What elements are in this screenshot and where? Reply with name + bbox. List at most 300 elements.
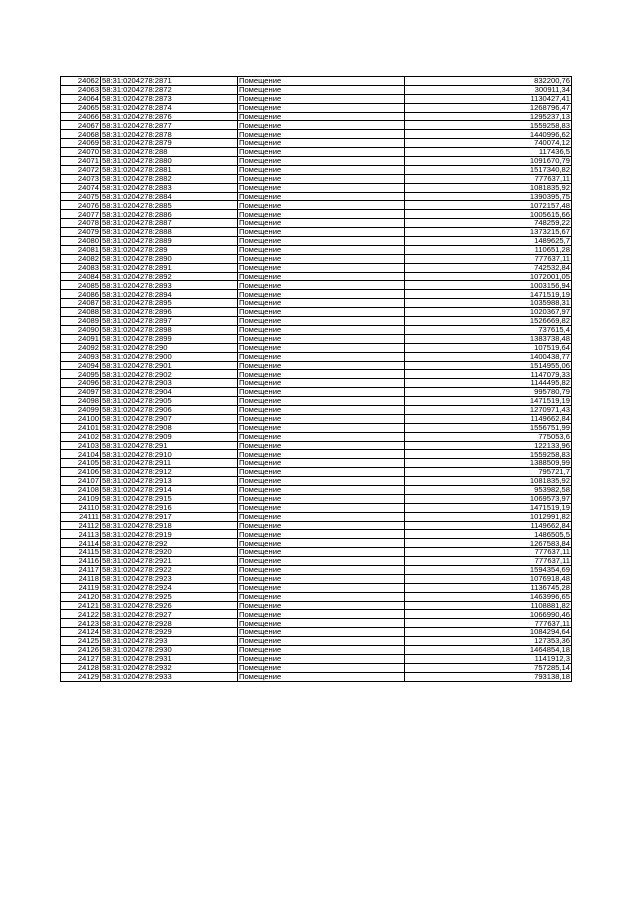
object-type-cell: Помещение <box>238 94 405 103</box>
value-cell: 1012991,82 <box>405 512 572 521</box>
row-number-cell: 24089 <box>61 317 101 326</box>
object-type-cell: Помещение <box>238 628 405 637</box>
table-row <box>61 245 572 254</box>
cadastral-number-cell: 58:31:0204278:2902 <box>101 370 238 379</box>
value-cell: 775053,6 <box>405 432 572 441</box>
value-cell: 1084294,64 <box>405 628 572 637</box>
row-number-cell: 24071 <box>61 157 101 166</box>
value-cell: 1076918,48 <box>405 574 572 583</box>
cadastral-number-cell: 58:31:0204278:2926 <box>101 601 238 610</box>
table-row <box>61 637 572 646</box>
cadastral-number-cell: 58:31:0204278:2924 <box>101 583 238 592</box>
row-number-cell: 24120 <box>61 592 101 601</box>
cadastral-number-cell: 58:31:0204278:2928 <box>101 619 238 628</box>
table-body <box>61 77 572 682</box>
value-cell: 1270971,43 <box>405 405 572 414</box>
table-row <box>61 672 572 681</box>
object-type-cell: Помещение <box>238 317 405 326</box>
cadastral-number-cell: 58:31:0204278:2925 <box>101 592 238 601</box>
table-row <box>61 548 572 557</box>
row-number-cell: 24111 <box>61 512 101 521</box>
row-number-cell: 24083 <box>61 263 101 272</box>
object-type-cell: Помещение <box>238 441 405 450</box>
row-number-cell: 24122 <box>61 610 101 619</box>
object-type-cell: Помещение <box>238 646 405 655</box>
value-cell: 1149662,84 <box>405 521 572 530</box>
cadastral-number-cell: 58:31:0204278:2912 <box>101 468 238 477</box>
cadastral-number-cell: 58:31:0204278:2873 <box>101 94 238 103</box>
cadastral-number-cell: 58:31:0204278:2891 <box>101 263 238 272</box>
cadastral-number-cell: 58:31:0204278:291 <box>101 441 238 450</box>
value-cell: 1081835,92 <box>405 477 572 486</box>
row-number-cell: 24115 <box>61 548 101 557</box>
cadastral-number-cell: 58:31:0204278:2904 <box>101 388 238 397</box>
cadastral-number-cell: 58:31:0204278:2895 <box>101 299 238 308</box>
object-type-cell: Помещение <box>238 281 405 290</box>
row-number-cell: 24119 <box>61 583 101 592</box>
value-cell: 795721,7 <box>405 468 572 477</box>
object-type-cell: Помещение <box>238 201 405 210</box>
object-type-cell: Помещение <box>238 174 405 183</box>
cadastral-number-cell: 58:31:0204278:288 <box>101 148 238 157</box>
row-number-cell: 24100 <box>61 414 101 423</box>
cadastral-number-cell: 58:31:0204278:2894 <box>101 290 238 299</box>
value-cell: 1514955,06 <box>405 361 572 370</box>
cadastral-number-cell: 58:31:0204278:2920 <box>101 548 238 557</box>
object-type-cell: Помещение <box>238 619 405 628</box>
table-row <box>61 228 572 237</box>
cadastral-number-cell: 58:31:0204278:2903 <box>101 379 238 388</box>
row-number-cell: 24069 <box>61 139 101 148</box>
cadastral-number-cell: 58:31:0204278:2874 <box>101 103 238 112</box>
value-cell: 1400438,77 <box>405 352 572 361</box>
row-number-cell: 24095 <box>61 370 101 379</box>
row-number-cell: 24062 <box>61 77 101 86</box>
row-number-cell: 24117 <box>61 565 101 574</box>
value-cell: 748259,22 <box>405 219 572 228</box>
value-cell: 1141912,3 <box>405 654 572 663</box>
row-number-cell: 24102 <box>61 432 101 441</box>
row-number-cell: 24077 <box>61 210 101 219</box>
row-number-cell: 24104 <box>61 450 101 459</box>
value-cell: 1108881,82 <box>405 601 572 610</box>
value-cell: 110651,28 <box>405 245 572 254</box>
cadastral-number-cell: 58:31:0204278:2922 <box>101 565 238 574</box>
table-row <box>61 610 572 619</box>
table-row <box>61 183 572 192</box>
object-type-cell: Помещение <box>238 672 405 681</box>
row-number-cell: 24127 <box>61 654 101 663</box>
object-type-cell: Помещение <box>238 477 405 486</box>
table-row <box>61 592 572 601</box>
cadastral-number-cell: 58:31:0204278:2886 <box>101 210 238 219</box>
row-number-cell: 24063 <box>61 85 101 94</box>
table-row <box>61 157 572 166</box>
cadastral-number-cell: 58:31:0204278:2919 <box>101 530 238 539</box>
value-cell: 1144495,82 <box>405 379 572 388</box>
table-row <box>61 201 572 210</box>
table-row <box>61 397 572 406</box>
table-row <box>61 503 572 512</box>
table-row <box>61 485 572 494</box>
object-type-cell: Помещение <box>238 432 405 441</box>
table-row <box>61 308 572 317</box>
cadastral-number-cell: 58:31:0204278:2908 <box>101 423 238 432</box>
table-row <box>61 343 572 352</box>
value-cell: 777637,11 <box>405 254 572 263</box>
cadastral-number-cell: 58:31:0204278:2880 <box>101 157 238 166</box>
row-number-cell: 24110 <box>61 503 101 512</box>
row-number-cell: 24129 <box>61 672 101 681</box>
object-type-cell: Помещение <box>238 548 405 557</box>
value-cell: 1486505,5 <box>405 530 572 539</box>
value-cell: 832200,76 <box>405 77 572 86</box>
value-cell: 1463996,65 <box>405 592 572 601</box>
object-type-cell: Помещение <box>238 370 405 379</box>
table-row <box>61 219 572 228</box>
table-row <box>61 112 572 121</box>
value-cell: 122133,96 <box>405 441 572 450</box>
table-row <box>61 663 572 672</box>
row-number-cell: 24073 <box>61 174 101 183</box>
table-row <box>61 441 572 450</box>
object-type-cell: Помещение <box>238 450 405 459</box>
row-number-cell: 24090 <box>61 325 101 334</box>
row-number-cell: 24084 <box>61 272 101 281</box>
table-row <box>61 477 572 486</box>
row-number-cell: 24099 <box>61 405 101 414</box>
value-cell: 953982,58 <box>405 485 572 494</box>
cadastral-number-cell: 58:31:0204278:2884 <box>101 192 238 201</box>
table-row <box>61 174 572 183</box>
row-number-cell: 24065 <box>61 103 101 112</box>
table-row <box>61 432 572 441</box>
value-cell: 1149662,84 <box>405 414 572 423</box>
object-type-cell: Помещение <box>238 130 405 139</box>
table-row <box>61 361 572 370</box>
table-row <box>61 583 572 592</box>
object-type-cell: Помещение <box>238 157 405 166</box>
table-row <box>61 619 572 628</box>
value-cell: 1147079,33 <box>405 370 572 379</box>
cadastral-number-cell: 58:31:0204278:2901 <box>101 361 238 370</box>
value-cell: 117436,5 <box>405 148 572 157</box>
value-cell: 737615,4 <box>405 325 572 334</box>
value-cell: 1464854,18 <box>405 646 572 655</box>
value-cell: 1440996,62 <box>405 130 572 139</box>
object-type-cell: Помещение <box>238 165 405 174</box>
table-row <box>61 494 572 503</box>
cadastral-number-cell: 58:31:0204278:2923 <box>101 574 238 583</box>
row-number-cell: 24079 <box>61 228 101 237</box>
value-cell: 1072157,48 <box>405 201 572 210</box>
object-type-cell: Помещение <box>238 379 405 388</box>
object-type-cell: Помещение <box>238 272 405 281</box>
object-type-cell: Помещение <box>238 397 405 406</box>
value-cell: 1091670,79 <box>405 157 572 166</box>
cadastral-number-cell: 58:31:0204278:2921 <box>101 557 238 566</box>
cadastral-number-cell: 58:31:0204278:2878 <box>101 130 238 139</box>
object-type-cell: Помещение <box>238 654 405 663</box>
cadastral-number-cell: 58:31:0204278:2906 <box>101 405 238 414</box>
object-type-cell: Помещение <box>238 637 405 646</box>
table-row <box>61 628 572 637</box>
table-row <box>61 601 572 610</box>
cadastral-number-cell: 58:31:0204278:2927 <box>101 610 238 619</box>
value-cell: 1081835,92 <box>405 183 572 192</box>
row-number-cell: 24081 <box>61 245 101 254</box>
value-cell: 1517340,82 <box>405 165 572 174</box>
row-number-cell: 24088 <box>61 308 101 317</box>
value-cell: 1390395,75 <box>405 192 572 201</box>
object-type-cell: Помещение <box>238 183 405 192</box>
value-cell: 740074,12 <box>405 139 572 148</box>
cadastral-number-cell: 58:31:0204278:2909 <box>101 432 238 441</box>
object-type-cell: Помещение <box>238 601 405 610</box>
value-cell: 995780,79 <box>405 388 572 397</box>
table-row <box>61 557 572 566</box>
table-row <box>61 237 572 246</box>
table-row <box>61 121 572 130</box>
cadastral-number-cell: 58:31:0204278:2916 <box>101 503 238 512</box>
table-row <box>61 281 572 290</box>
value-cell: 1268796,47 <box>405 103 572 112</box>
table-row <box>61 139 572 148</box>
row-number-cell: 24086 <box>61 290 101 299</box>
cadastral-number-cell: 58:31:0204278:2911 <box>101 459 238 468</box>
row-number-cell: 24082 <box>61 254 101 263</box>
row-number-cell: 24107 <box>61 477 101 486</box>
cadastral-number-cell: 58:31:0204278:2918 <box>101 521 238 530</box>
value-cell: 1559258,83 <box>405 450 572 459</box>
row-number-cell: 24114 <box>61 539 101 548</box>
cadastral-number-cell: 58:31:0204278:2897 <box>101 317 238 326</box>
table-row <box>61 459 572 468</box>
object-type-cell: Помещение <box>238 343 405 352</box>
table-row <box>61 539 572 548</box>
row-number-cell: 24108 <box>61 485 101 494</box>
cadastral-number-cell: 58:31:0204278:2910 <box>101 450 238 459</box>
object-type-cell: Помещение <box>238 583 405 592</box>
row-number-cell: 24121 <box>61 601 101 610</box>
value-cell: 1559258,83 <box>405 121 572 130</box>
cadastral-number-cell: 58:31:0204278:2887 <box>101 219 238 228</box>
object-type-cell: Помещение <box>238 557 405 566</box>
value-cell: 1594354,69 <box>405 565 572 574</box>
row-number-cell: 24080 <box>61 237 101 246</box>
row-number-cell: 24116 <box>61 557 101 566</box>
cadastral-number-cell: 58:31:0204278:2882 <box>101 174 238 183</box>
row-number-cell: 24124 <box>61 628 101 637</box>
cadastral-number-cell: 58:31:0204278:2872 <box>101 85 238 94</box>
table-row <box>61 654 572 663</box>
table-row <box>61 263 572 272</box>
row-number-cell: 24103 <box>61 441 101 450</box>
table-row <box>61 379 572 388</box>
object-type-cell: Помещение <box>238 103 405 112</box>
table-row <box>61 77 572 86</box>
cadastral-number-cell: 58:31:0204278:2917 <box>101 512 238 521</box>
value-cell: 1003156,94 <box>405 281 572 290</box>
row-number-cell: 24067 <box>61 121 101 130</box>
object-type-cell: Помещение <box>238 565 405 574</box>
table-row <box>61 103 572 112</box>
row-number-cell: 24126 <box>61 646 101 655</box>
cadastral-number-cell: 58:31:0204278:2933 <box>101 672 238 681</box>
value-cell: 757285,14 <box>405 663 572 672</box>
value-cell: 777637,11 <box>405 548 572 557</box>
object-type-cell: Помещение <box>238 512 405 521</box>
cadastral-number-cell: 58:31:0204278:2892 <box>101 272 238 281</box>
row-number-cell: 24097 <box>61 388 101 397</box>
object-type-cell: Помещение <box>238 574 405 583</box>
row-number-cell: 24101 <box>61 423 101 432</box>
value-cell: 1069573,97 <box>405 494 572 503</box>
table-row <box>61 85 572 94</box>
cadastral-number-cell: 58:31:0204278:2888 <box>101 228 238 237</box>
object-type-cell: Помещение <box>238 414 405 423</box>
table-row <box>61 254 572 263</box>
object-type-cell: Помещение <box>238 85 405 94</box>
row-number-cell: 24125 <box>61 637 101 646</box>
row-number-cell: 24098 <box>61 397 101 406</box>
object-type-cell: Помещение <box>238 148 405 157</box>
value-cell: 107519,64 <box>405 343 572 352</box>
table-row <box>61 317 572 326</box>
cadastral-number-cell: 58:31:0204278:2931 <box>101 654 238 663</box>
object-type-cell: Помещение <box>238 192 405 201</box>
row-number-cell: 24109 <box>61 494 101 503</box>
object-type-cell: Помещение <box>238 592 405 601</box>
value-cell: 1471519,19 <box>405 503 572 512</box>
table-row <box>61 334 572 343</box>
object-type-cell: Помещение <box>238 352 405 361</box>
cadastral-number-cell: 58:31:0204278:2885 <box>101 201 238 210</box>
object-type-cell: Помещение <box>238 219 405 228</box>
object-type-cell: Помещение <box>238 263 405 272</box>
object-type-cell: Помещение <box>238 468 405 477</box>
value-cell: 1066990,46 <box>405 610 572 619</box>
table-row <box>61 272 572 281</box>
object-type-cell: Помещение <box>238 388 405 397</box>
table-row <box>61 388 572 397</box>
row-number-cell: 24094 <box>61 361 101 370</box>
row-number-cell: 24068 <box>61 130 101 139</box>
object-type-cell: Помещение <box>238 494 405 503</box>
cadastral-number-cell: 58:31:0204278:2932 <box>101 663 238 672</box>
table-row <box>61 565 572 574</box>
object-type-cell: Помещение <box>238 530 405 539</box>
value-cell: 300911,34 <box>405 85 572 94</box>
table-row <box>61 370 572 379</box>
cadastral-number-cell: 58:31:0204278:2893 <box>101 281 238 290</box>
table-row <box>61 450 572 459</box>
object-type-cell: Помещение <box>238 610 405 619</box>
value-cell: 1489625,7 <box>405 237 572 246</box>
row-number-cell: 24087 <box>61 299 101 308</box>
row-number-cell: 24113 <box>61 530 101 539</box>
cadastral-number-cell: 58:31:0204278:292 <box>101 539 238 548</box>
table-row <box>61 325 572 334</box>
cadastral-number-cell: 58:31:0204278:2898 <box>101 325 238 334</box>
cadastral-number-cell: 58:31:0204278:2877 <box>101 121 238 130</box>
cadastral-number-cell: 58:31:0204278:2871 <box>101 77 238 86</box>
value-cell: 1388509,99 <box>405 459 572 468</box>
value-cell: 1471519,19 <box>405 397 572 406</box>
value-cell: 793138,18 <box>405 672 572 681</box>
cadastral-number-cell: 58:31:0204278:2890 <box>101 254 238 263</box>
object-type-cell: Помещение <box>238 334 405 343</box>
value-cell: 1005615,66 <box>405 210 572 219</box>
row-number-cell: 24112 <box>61 521 101 530</box>
value-cell: 127353,36 <box>405 637 572 646</box>
table-row <box>61 512 572 521</box>
row-number-cell: 24074 <box>61 183 101 192</box>
row-number-cell: 24128 <box>61 663 101 672</box>
object-type-cell: Помещение <box>238 139 405 148</box>
value-cell: 1035988,31 <box>405 299 572 308</box>
row-number-cell: 24072 <box>61 165 101 174</box>
row-number-cell: 24075 <box>61 192 101 201</box>
object-type-cell: Помещение <box>238 290 405 299</box>
table-row <box>61 530 572 539</box>
cadastral-number-cell: 58:31:0204278:2879 <box>101 139 238 148</box>
cadastral-number-cell: 58:31:0204278:2905 <box>101 397 238 406</box>
cadastral-number-cell: 58:31:0204278:2929 <box>101 628 238 637</box>
cadastral-number-cell: 58:31:0204278:2881 <box>101 165 238 174</box>
value-cell: 777637,11 <box>405 557 572 566</box>
row-number-cell: 24076 <box>61 201 101 210</box>
object-type-cell: Помещение <box>238 299 405 308</box>
object-type-cell: Помещение <box>238 77 405 86</box>
table-row <box>61 299 572 308</box>
value-cell: 1020367,97 <box>405 308 572 317</box>
value-cell: 1136745,28 <box>405 583 572 592</box>
object-type-cell: Помещение <box>238 423 405 432</box>
row-number-cell: 24093 <box>61 352 101 361</box>
value-cell: 777637,11 <box>405 174 572 183</box>
cadastral-number-cell: 58:31:0204278:2914 <box>101 485 238 494</box>
object-type-cell: Помещение <box>238 112 405 121</box>
cadastral-number-cell: 58:31:0204278:2896 <box>101 308 238 317</box>
table-row <box>61 574 572 583</box>
value-cell: 1267583,84 <box>405 539 572 548</box>
table-row <box>61 210 572 219</box>
table-row <box>61 646 572 655</box>
table-row <box>61 94 572 103</box>
row-number-cell: 24106 <box>61 468 101 477</box>
object-type-cell: Помещение <box>238 308 405 317</box>
cadastral-number-cell: 58:31:0204278:2900 <box>101 352 238 361</box>
value-cell: 1526669,82 <box>405 317 572 326</box>
cadastral-number-cell: 58:31:0204278:290 <box>101 343 238 352</box>
object-type-cell: Помещение <box>238 539 405 548</box>
object-type-cell: Помещение <box>238 485 405 494</box>
table-row <box>61 148 572 157</box>
object-type-cell: Помещение <box>238 361 405 370</box>
cadastral-number-cell: 58:31:0204278:2899 <box>101 334 238 343</box>
object-type-cell: Помещение <box>238 521 405 530</box>
row-number-cell: 24066 <box>61 112 101 121</box>
value-cell: 1556751,99 <box>405 423 572 432</box>
table-row <box>61 290 572 299</box>
cadastral-number-cell: 58:31:0204278:2883 <box>101 183 238 192</box>
table-row <box>61 414 572 423</box>
table-row <box>61 423 572 432</box>
row-number-cell: 24118 <box>61 574 101 583</box>
table-row <box>61 521 572 530</box>
object-type-cell: Помещение <box>238 237 405 246</box>
